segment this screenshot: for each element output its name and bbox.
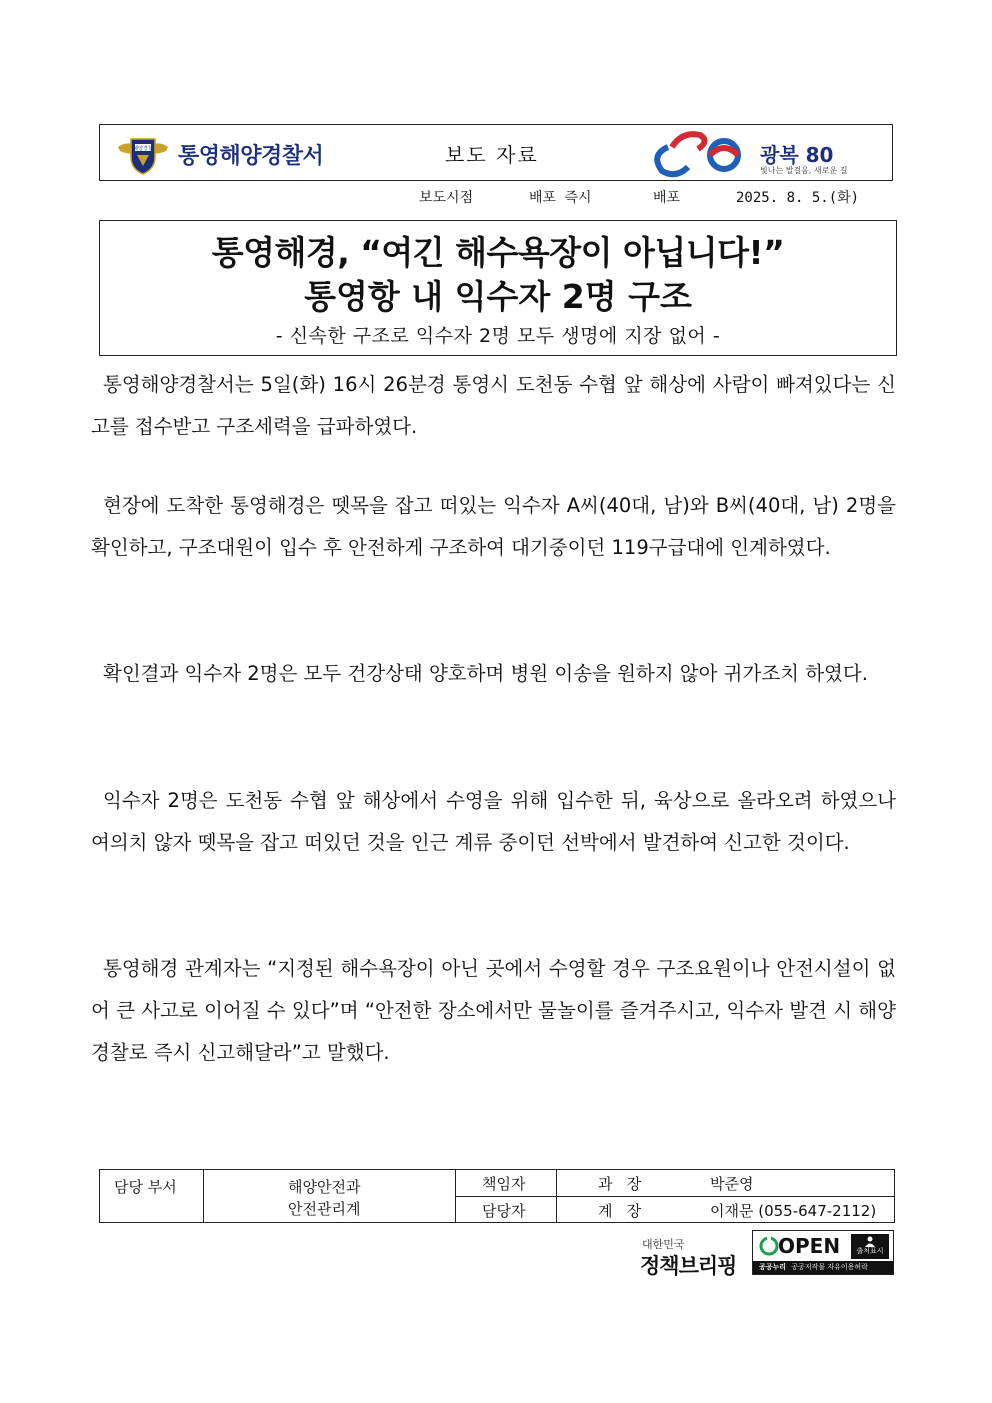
body-paragraph-4: 익수자 2명은 도천동 수협 앞 해상에서 수영을 위해 입수한 뒤, 육상으로 올라오려 하였으나 여의치 않자 뗏목을 잡고 떠있던 것을 인근 계류 중이던 선박에서 발견하여 신고한 것이다. [91,789,896,854]
doc-type-label: 보도 자료 [445,143,539,167]
title-box [99,220,897,356]
title-responsible: 과 장 [598,1175,642,1193]
policy-briefing-country: 대한민국 [642,1238,685,1251]
release-label: 보도시점 [419,190,474,206]
headline-line-2: 통영항 내 익수자 2명 구조 [304,277,692,316]
distribution-label: 배포 [653,190,681,206]
title-contact: 계 장 [598,1202,642,1220]
dept-line-2: 안전관리계 [288,1200,361,1218]
role-responsible: 책임자 [482,1175,526,1193]
liberation-80-mark-icon [648,127,758,179]
body-paragraph-1: 통영해양경찰서는 5일(화) 16시 26분경 통영시 도천동 수협 앞 해상에 사람이 빠져있다는 신고를 접수받고 구조세력을 급파하였다. [91,373,896,438]
open-license-footer [753,1261,893,1274]
open-license-badge [851,1234,889,1259]
liberation-80-slogan: 빛나는 발걸음, 새로운 길 [760,166,848,175]
body-paragraph-3: 확인결과 익수자 2명은 모두 건강상태 양호하며 병원 이송을 원하지 않아 귀가조치 하였다. [103,662,868,685]
dept-line-1: 해양안전과 [288,1178,361,1196]
policy-briefing-name: 정책브리핑 [640,1254,737,1278]
body-paragraph-5: 통영해경 관계자는 “지정된 해수욕장이 아닌 곳에서 수영할 경우 구조요원이나 안전시설이 없어 큰 사고로 이어질 수 있다”며 “안전한 장소에서만 물놀이를 즐겨주시고, 익수자 발견 시 해양경찰로 즉시 신고해달라”고 말했다. [91,957,896,1064]
open-license-logo [752,1230,894,1275]
liberation-80-title: 광복 80 [760,143,834,167]
role-contact: 담당자 [482,1202,526,1220]
open-license-text: OPEN [778,1234,841,1258]
open-license-desc: 공공저작물 자유이용허락 [791,1263,868,1271]
liberation-80-logo [648,127,888,179]
headline-line-1: 통영해경, “여긴 해수욕장이 아닙니다!” [211,233,785,272]
org-name: 통영해양경찰서 [178,143,324,169]
policy-briefing-logo [640,1236,736,1280]
release-date: 2025. 8. 5.(화) [736,190,860,206]
name-responsible: 박준영 [710,1175,754,1193]
emblem-text: 해양경찰 [133,146,153,152]
open-license-mark-icon [759,1236,779,1256]
header-box [99,124,893,181]
subheadline: - 신속한 구조로 익수자 2명 모두 생명에 지장 없어 - [275,325,721,347]
contact-table [99,1169,895,1223]
open-license-badge-text: 출처표시 [856,1247,884,1255]
body-paragraph-2: 현장에 도착한 통영해경은 뗏목을 잡고 떠있는 익수자 A씨(40대, 남)와 B씨(40대, 남) 2명을 확인하고, 구조대원이 입수 후 안전하게 구조하여 대기중이던 119구급대에 인계하였다. [91,494,896,559]
dept-label: 담당 부서 [114,1178,177,1196]
org-block [116,133,323,175]
coast-guard-emblem-icon [116,133,170,175]
name-contact: 이재문 (055-647-2112) [710,1202,877,1220]
open-license-sub: 공공누리 [759,1263,787,1271]
release-timing: 배포 즉시 [529,190,592,206]
